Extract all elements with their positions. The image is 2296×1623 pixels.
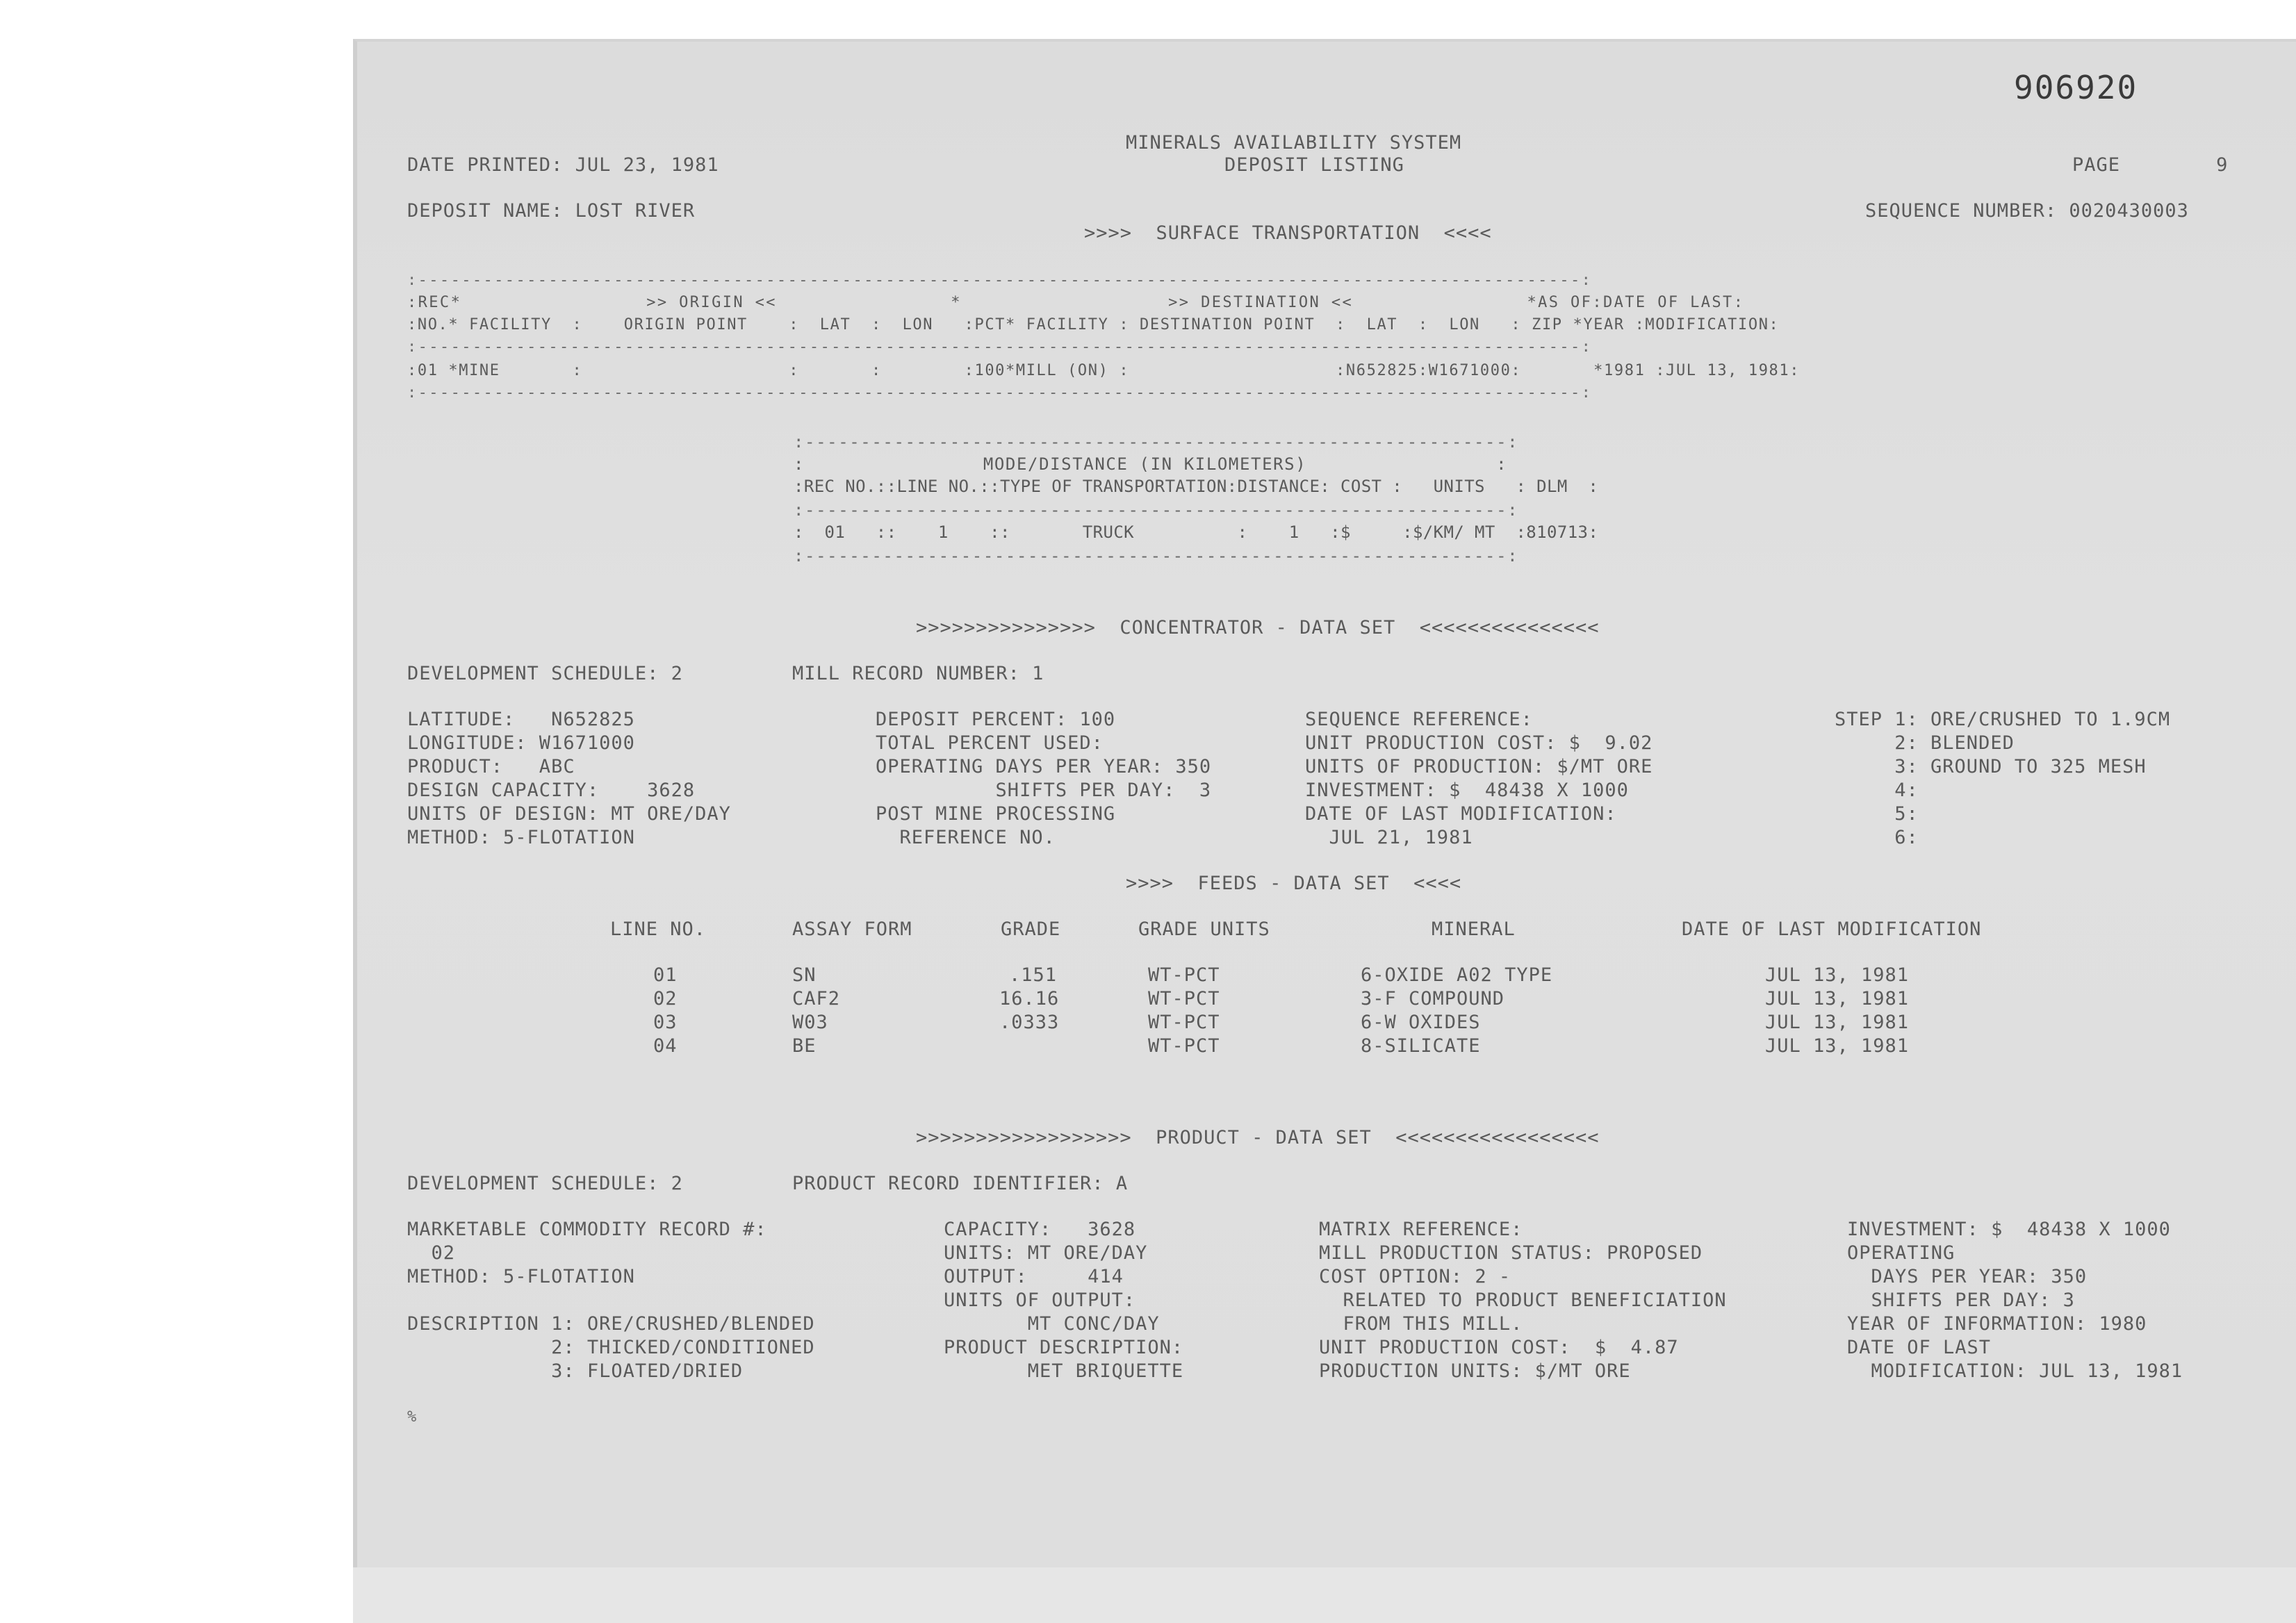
feed-assay: CAF2 [792,988,841,1010]
document-stamp: 906920 [2014,69,2138,106]
shifts-per-day: SHIFTS PER DAY: 3 [876,780,1212,801]
feed-date: JUL 13, 1981 [1765,1012,1910,1033]
deposit-percent: DEPOSIT PERCENT: 100 [876,709,1116,730]
units-of-design: UNITS OF DESIGN: MT ORE/DAY [407,803,731,825]
deposit-name: DEPOSIT NAME: LOST RIVER [407,200,696,222]
units: UNITS: MT ORE/DAY [944,1242,1148,1264]
feed-assay: SN [792,964,817,986]
feed-grade: .151 [1009,964,1058,986]
feed-date: JUL 13, 1981 [1765,1035,1910,1057]
product-modification-date: MODIFICATION: JUL 13, 1981 [1847,1360,2183,1382]
product-method: METHOD: 5-FLOTATION [407,1266,635,1287]
year-of-information: YEAR OF INFORMATION: 1980 [1847,1313,2147,1335]
feed-grade: 16.16 [999,988,1060,1010]
product: PRODUCT: ABC [407,756,575,777]
description-3: 3: FLOATED/DRIED [407,1360,744,1382]
table-row: :01 *MINE : : : :100*MILL (ON) : :N652825:W1671000: *1981 :JUL 13, 1981: [407,362,1801,379]
reference-no: REFERENCE NO. [876,827,1056,848]
mill-production-status: MILL PRODUCTION STATUS: PROPOSED [1319,1242,1703,1264]
longitude: LONGITUDE: W1671000 [407,732,635,754]
feeds-col-mineral: MINERAL [1432,918,1516,940]
design-capacity: DESIGN CAPACITY: 3628 [407,780,696,801]
production-units: PRODUCTION UNITS: $/MT ORE [1319,1360,1631,1382]
mode-table-rule: :---------------------------------------------------------------: [794,432,1519,452]
feeds-col-assay: ASSAY FORM [792,918,912,940]
table-rule: :-----------------------------------------------------------------------------------------------------------: [407,384,1593,402]
feeds-title: >>>> FEEDS - DATA SET <<<< [1126,873,1462,894]
product-title: >>>>>>>>>>>>>>>>>> PRODUCT - DATA SET <<<<<<<<<<<<<<<<< [916,1127,1600,1148]
units-of-output: MT CONC/DAY [944,1313,1160,1335]
date-last-modification: JUL 21, 1981 [1305,827,1473,848]
feed-units: WT-PCT [1148,1012,1220,1033]
mode-table-row: : 01 :: 1 :: TRUCK : 1 :$ :$/KM/ MT :810713: [794,522,1599,542]
step-1: STEP 1: ORE/CRUSHED TO 1.9CM [1835,709,2171,730]
commodity-record-value: 02 [407,1242,456,1264]
surface-transport-title: >>>> SURFACE TRANSPORTATION <<<< [1084,222,1492,244]
step-2: 2: BLENDED [1835,732,2015,754]
feeds-col-units: GRADE UNITS [1138,918,1270,940]
page-number: PAGE 9 [2072,154,2229,176]
step-4: 4: [1835,780,1919,801]
product-description-label: PRODUCT DESCRIPTION: [944,1337,1184,1358]
feed-date: JUL 13, 1981 [1765,988,1910,1010]
product-description: MET BRIQUETTE [944,1360,1184,1382]
system-title: MINERALS AVAILABILITY SYSTEM [1126,132,1462,154]
feed-units: WT-PCT [1148,1035,1220,1057]
cost-option-note-2: FROM THIS MILL. [1319,1313,1523,1335]
feed-line: 02 [653,988,678,1010]
feed-units: WT-PCT [1148,964,1220,986]
mode-table-header: :REC NO.::LINE NO.::TYPE OF TRANSPORTATION:DISTANCE: COST : UNITS : DLM : [794,477,1599,496]
listing-title: DEPOSIT LISTING [1224,154,1404,176]
date-last-modification-label: DATE OF LAST MODIFICATION: [1305,803,1617,825]
commodity-record-label: MARKETABLE COMMODITY RECORD #: [407,1219,767,1240]
capacity: CAPACITY: 3628 [944,1219,1136,1240]
step-3: 3: GROUND TO 325 MESH [1835,756,2147,777]
footer-mark: % [407,1408,418,1426]
description-2: 2: THICKED/CONDITIONED [407,1337,815,1358]
total-percent-used: TOTAL PERCENT USED: [876,732,1104,754]
sequence-reference: SEQUENCE REFERENCE: [1305,709,1533,730]
feed-date: JUL 13, 1981 [1765,964,1910,986]
feed-assay: BE [792,1035,817,1057]
feed-line: 04 [653,1035,678,1057]
step-5: 5: [1835,803,1919,825]
concentrator-dev-schedule: DEVELOPMENT SCHEDULE: 2 [407,663,683,684]
mode-table-rule: :---------------------------------------------------------------: [794,500,1519,520]
feeds-col-grade: GRADE [1001,918,1061,940]
date-of-last-label: DATE OF LAST [1847,1337,1992,1358]
latitude: LATITUDE: N652825 [407,709,635,730]
product-investment: INVESTMENT: $ 48438 X 1000 [1847,1219,2171,1240]
product-unit-cost: UNIT PRODUCTION COST: $ 4.87 [1319,1337,1679,1358]
description-1: DESCRIPTION 1: ORE/CRUSHED/BLENDED [407,1313,815,1335]
page-edge [353,1567,2296,1623]
units-of-output-label: UNITS OF OUTPUT: [944,1290,1136,1311]
unit-production-cost: UNIT PRODUCTION COST: $ 9.02 [1305,732,1653,754]
product-record-identifier: PRODUCT RECORD IDENTIFIER: A [792,1173,1129,1194]
date-printed: DATE PRINTED: JUL 23, 1981 [407,154,719,176]
mill-record-number: MILL RECORD NUMBER: 1 [792,663,1044,684]
units-of-production: UNITS OF PRODUCTION: $/MT ORE [1305,756,1653,777]
method: METHOD: 5-FLOTATION [407,827,635,848]
sequence-number: SEQUENCE NUMBER: 0020430003 [1865,200,2189,222]
mode-table-rule: :---------------------------------------------------------------: [794,546,1519,566]
feeds-col-line: LINE NO. [610,918,707,940]
feed-assay: W03 [792,1012,828,1033]
product-shifts-per-day: SHIFTS PER DAY: 3 [1847,1290,2075,1311]
table-rule: :-----------------------------------------------------------------------------------------------------------: [407,338,1593,356]
feed-mineral: 3-F COMPOUND [1361,988,1505,1010]
post-mine-processing: POST MINE PROCESSING [876,803,1116,825]
product-dev-schedule: DEVELOPMENT SCHEDULE: 2 [407,1173,683,1194]
operating-days: OPERATING DAYS PER YEAR: 350 [876,756,1212,777]
cost-option-note-1: RELATED TO PRODUCT BENEFICIATION [1319,1290,1727,1311]
transport-header-2: :NO.* FACILITY : ORIGIN POINT : LAT : LON :PCT* FACILITY : DESTINATION POINT : LAT : LON : ZIP *YEAR :MODIFICATION: [407,316,1780,333]
product-days-per-year: DAYS PER YEAR: 350 [1847,1266,2088,1287]
feed-line: 01 [653,964,678,986]
transport-header-1: :REC* >> ORIGIN << * >> DESTINATION << *AS OF:DATE OF LAST: [407,294,1745,311]
feed-units: WT-PCT [1148,988,1220,1010]
mode-table-title: : MODE/DISTANCE (IN KILOMETERS) : [794,454,1508,474]
matrix-reference: MATRIX REFERENCE: [1319,1219,1523,1240]
feed-mineral: 6-W OXIDES [1361,1012,1481,1033]
cost-option: COST OPTION: 2 - [1319,1266,1511,1287]
step-6: 6: [1835,827,1919,848]
feed-line: 03 [653,1012,678,1033]
feed-mineral: 8-SILICATE [1361,1035,1481,1057]
concentrator-title: >>>>>>>>>>>>>>> CONCENTRATOR - DATA SET <<<<<<<<<<<<<<< [916,617,1600,639]
feed-grade: .0333 [999,1012,1060,1033]
table-rule: :-----------------------------------------------------------------------------------------------------------: [407,272,1593,289]
operating-label: OPERATING [1847,1242,1955,1264]
feed-mineral: 6-OXIDE A02 TYPE [1361,964,1553,986]
feeds-col-date: DATE OF LAST MODIFICATION [1682,918,1982,940]
output: OUTPUT: 414 [944,1266,1124,1287]
investment: INVESTMENT: $ 48438 X 1000 [1305,780,1629,801]
